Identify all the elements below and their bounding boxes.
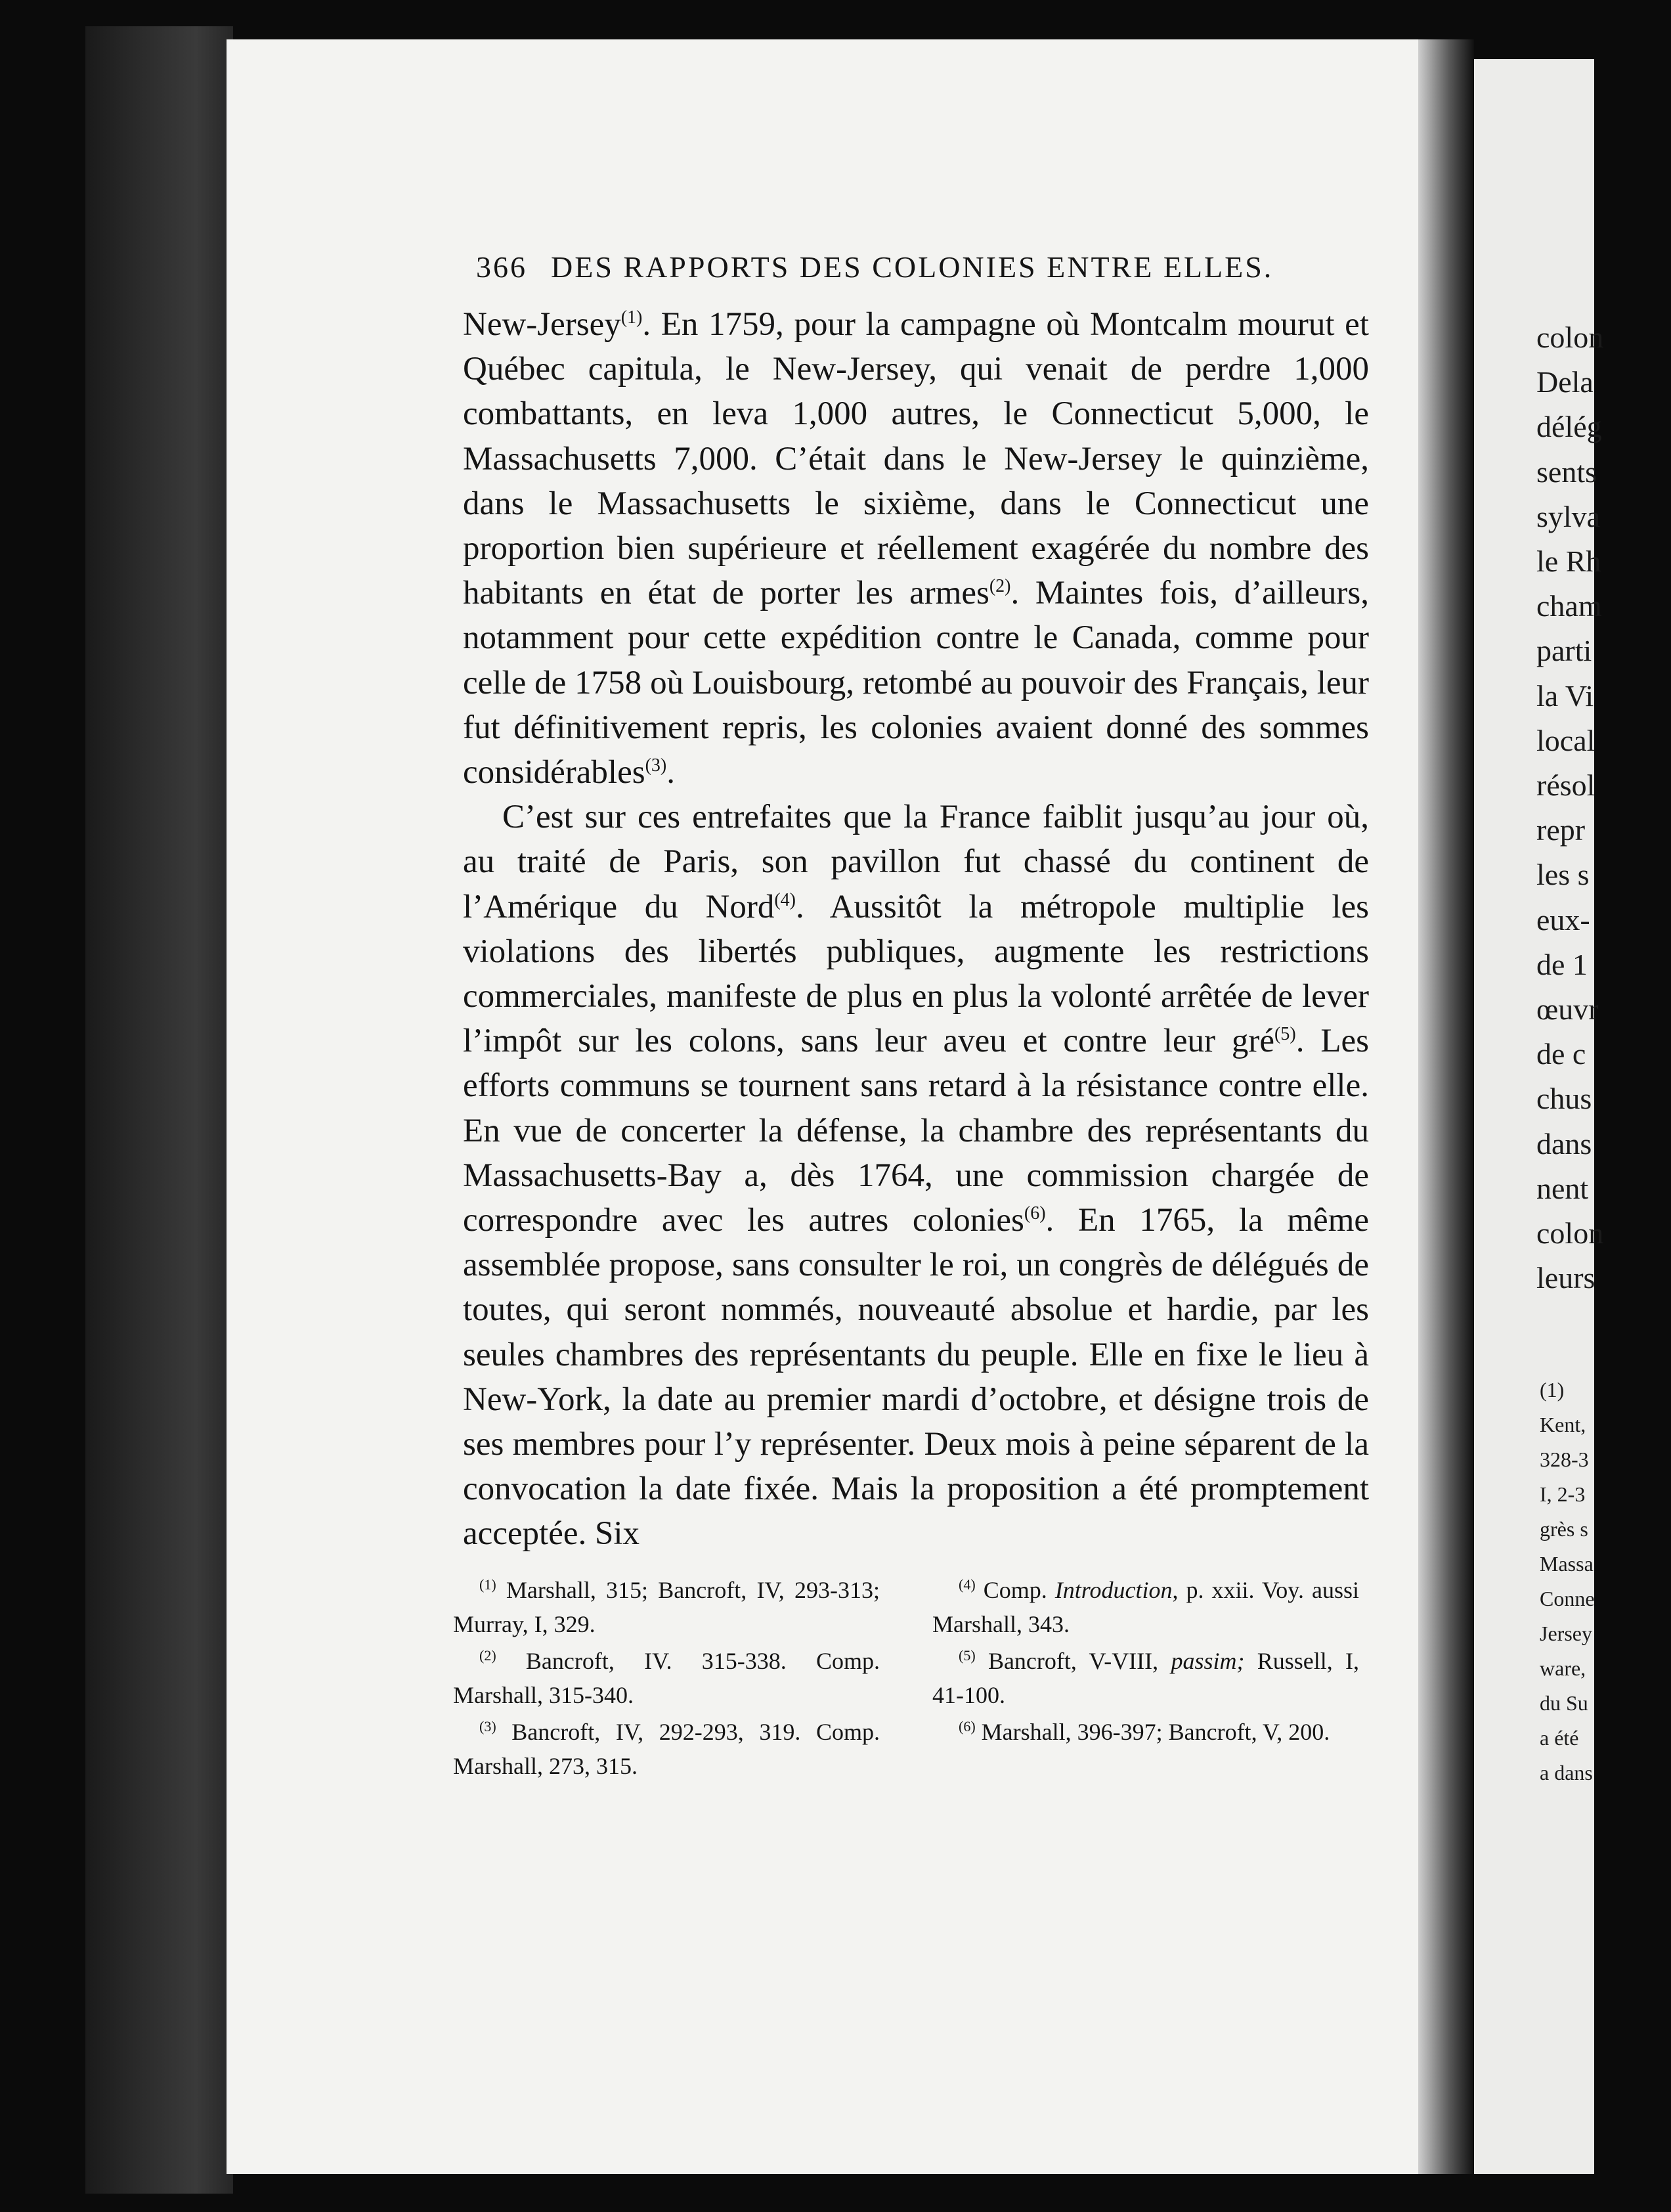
paragraph-1	[463, 302, 1369, 795]
text-run: . Aussitôt la métropole multiplie les violations des libertés publiques, augmente les restrictions commerciales, manifeste de plus en plus la volonté arrêtée de lever l’impôt sur les colons, sans leur aveu et contre leur gré	[463, 888, 1369, 1060]
text-run: . En 1759, pour la campagne où Montcalm mourut et Québec capitula, le New-Jersey, qui venait de perdre 1,000 combattants, en leva 1,000 autres, le Connecticut 5,000, le Massachusetts 7,000. C’était dans le New-Jersey le quinzième, dans le Massachusetts le sixième, dans le Connecticut une proportion bien supérieure et réellement exagérée du nombre des habitants en état de porter les armes	[463, 306, 1369, 612]
facing-line: colon	[1536, 1216, 1604, 1250]
text-run: . En 1765, la même assemblée propose, sans consulter le roi, un congrès de délégués de toutes, qui seront nommés, nouveauté absolue et hardie, par les seules chambres des représentants du peuple. Elle en fixe le lieu à New-York, la date au premier mardi d’octobre, et désigne trois de ses membres pour l’y représenter. Deux mois à peine séparent de la convocation la date fixée. Mais la proposition a été promptement acceptée. Six	[463, 1202, 1369, 1553]
running-title: DES RAPPORTS DES COLONIES ENTRE ELLES.	[551, 250, 1274, 284]
footnote-mark: (4)	[959, 1576, 976, 1593]
footnote-5	[932, 1644, 1359, 1712]
footnote-ref: (5)	[1274, 1024, 1296, 1045]
facing-note-line: I, 2-3	[1540, 1482, 1586, 1506]
body-text	[463, 302, 1369, 1557]
facing-line: de c	[1536, 1037, 1586, 1071]
footnote-text: Russell, I, 41-100.	[932, 1648, 1359, 1708]
footnote-text: Comp.	[983, 1577, 1055, 1603]
footnote-mark: (1)	[479, 1576, 496, 1593]
footnote-mark: (6)	[959, 1718, 976, 1735]
facing-line: la Vi	[1536, 678, 1594, 713]
text-run: . Les efforts communs se tournent sans retard à la résistance contre elle. En vue de concerter la défense, la chambre des représentants du Massachusetts-Bay a, dès 1764, une commission chargée de correspondre avec les autres colonies	[463, 1023, 1369, 1239]
facing-note-line: Conne	[1540, 1587, 1595, 1610]
footnote-2	[453, 1644, 880, 1712]
footnote-italic: passim;	[1171, 1648, 1245, 1674]
footnote-ref: (4)	[774, 889, 796, 910]
facing-line: de 1	[1536, 947, 1588, 981]
text-run: New-Jersey	[463, 306, 621, 343]
footnote-ref: (6)	[1024, 1203, 1046, 1224]
facing-line: dans	[1536, 1126, 1592, 1161]
paragraph-2	[463, 795, 1369, 1556]
footnotes-right-column	[932, 1573, 1359, 1786]
running-head	[476, 250, 1300, 284]
page-number: 366	[476, 250, 527, 284]
facing-note-line: Jersey	[1540, 1622, 1592, 1645]
facing-note-line: a dans	[1540, 1761, 1593, 1784]
facing-line: Dela	[1536, 365, 1594, 399]
facing-line: cham	[1536, 589, 1602, 623]
facing-line: sylva	[1536, 499, 1601, 533]
facing-line: résol	[1536, 768, 1595, 803]
facing-line: leurs	[1536, 1261, 1595, 1295]
facing-line: eux-	[1536, 902, 1590, 937]
footnotes	[453, 1573, 1359, 1786]
footnote-6	[932, 1715, 1359, 1749]
facing-line: le Rh	[1536, 544, 1601, 579]
facing-note-line: (1)	[1540, 1378, 1565, 1402]
footnote-text: , p. xxii. Voy. aussi Marshall, 343.	[932, 1577, 1360, 1637]
footnote-text: Marshall, 396-397; Bancroft, V, 200.	[981, 1719, 1330, 1745]
facing-line: sents	[1536, 454, 1597, 489]
footnote-mark: (2)	[479, 1647, 496, 1664]
facing-line: œuvr	[1536, 992, 1599, 1027]
facing-line: colon	[1536, 321, 1604, 354]
footnotes-left-column	[453, 1573, 880, 1786]
footnote-3	[453, 1715, 880, 1783]
facing-page-footnotes	[1540, 1373, 1671, 1790]
facing-page-text	[1536, 315, 1668, 1300]
footnote-text: Bancroft, IV. 315-338. Comp. Marshall, 315-340.	[453, 1648, 880, 1708]
text-run: C’est sur ces entrefaites que la France faiblit jusqu’au jour où, au traité de Paris, son pavillon fut chassé du continent de l’Amérique du Nord	[463, 799, 1369, 925]
facing-note-line: Massa	[1540, 1552, 1594, 1576]
facing-note-line: Kent,	[1540, 1413, 1586, 1436]
footnote-4	[932, 1573, 1359, 1641]
book-spine	[85, 26, 233, 2194]
footnote-ref: (3)	[645, 755, 667, 776]
text-run: . Maintes fois, d’ailleurs, notamment pour cette expédition contre le Canada, comme pour celle de 1758 où Louisbourg, retombé au pouvoir des Français, leur fut définitivement repris, les colonies avaient donné des sommes considérables	[463, 575, 1369, 791]
footnote-text: Marshall, 315; Bancroft, IV, 293-313; Murray, I, 329.	[453, 1577, 880, 1637]
page-gutter-shadow	[1418, 39, 1474, 2174]
footnote-ref: (1)	[620, 307, 643, 328]
footnote-italic: Introduction	[1054, 1577, 1173, 1603]
facing-note-line: 328-3	[1540, 1448, 1589, 1471]
facing-note-line: a été	[1540, 1726, 1579, 1750]
facing-line: les s	[1536, 858, 1590, 892]
footnote-text: Bancroft, IV, 292-293, 319. Comp. Marshall, 273, 315.	[453, 1719, 880, 1779]
footnote-mark: (3)	[479, 1718, 496, 1735]
footnote-text: Bancroft, V-VIII,	[987, 1648, 1171, 1674]
facing-line: parti	[1536, 634, 1592, 668]
facing-note-line: du Su	[1540, 1691, 1588, 1715]
facing-line: local	[1536, 723, 1595, 757]
facing-line: nent	[1536, 1171, 1589, 1205]
facing-line: chus	[1536, 1082, 1592, 1116]
facing-note-line: ware,	[1540, 1656, 1586, 1680]
footnote-mark: (5)	[959, 1647, 976, 1664]
facing-note-line: grès s	[1540, 1517, 1588, 1541]
footnote-ref: (2)	[989, 576, 1011, 597]
facing-line: délég	[1536, 410, 1602, 444]
footnote-1	[453, 1573, 880, 1641]
text-run: .	[666, 754, 675, 791]
facing-line: repr	[1536, 813, 1586, 847]
